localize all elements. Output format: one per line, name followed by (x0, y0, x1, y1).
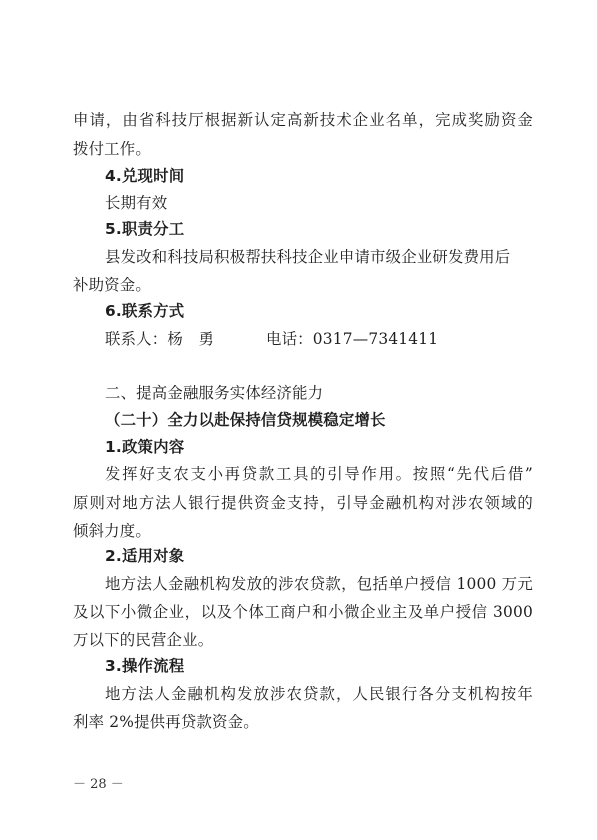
paragraph-line: 利率 2%提供再贷款资金。 (73, 713, 259, 731)
contact-phone: 电话：0317—7341411 (266, 330, 439, 348)
subsection-title: （二十）全力以赴保持信贷规模稳定增长 (105, 411, 386, 429)
heading-duty-division: 5.职责分工 (105, 220, 185, 238)
paragraph-line: 长期有效 (105, 194, 168, 212)
paragraph-line: 倾斜力度。 (73, 522, 151, 540)
paragraph-line: 及以下小微企业，以及个体工商户和小微企业主及单户授信 3000 (73, 603, 533, 621)
section-title: 二、提高金融服务实体经济能力 (105, 384, 324, 402)
paragraph-line: 发挥好支农支小再贷款工具的引导作用。按照“先代后借” (105, 465, 533, 483)
paragraph-line: 补助资金。 (73, 276, 151, 294)
paragraph-line: 万以下的民营企业。 (73, 631, 214, 649)
paragraph-line: 拨付工作。 (73, 140, 151, 158)
heading-contact: 6.联系方式 (105, 302, 185, 320)
heading-operation-process: 3.操作流程 (105, 657, 185, 675)
heading-applicable-targets: 2.适用对象 (105, 547, 185, 565)
paragraph-line: 县发改和科技局积极帮扶科技企业申请市级企业研发费用后 (105, 248, 511, 266)
heading-redemption-time: 4.兑现时间 (105, 167, 185, 185)
paragraph-line: 地方法人金融机构发放涉农贷款，人民银行各分支机构按年 (105, 685, 533, 703)
page-number: － 28 － (73, 777, 124, 792)
paragraph-line: 申请，由省科技厅根据新认定高新技术企业名单，完成奖励资金 (73, 111, 533, 129)
contact-person: 联系人：杨 勇 (105, 330, 215, 348)
paragraph-line: 原则对地方法人银行提供资金支持，引导金融机构对涉农领域的 (73, 494, 533, 512)
heading-policy-content: 1.政策内容 (105, 438, 185, 456)
paragraph-line: 地方法人金融机构发放的涉农贷款，包括单户授信 1000 万元 (105, 575, 533, 593)
